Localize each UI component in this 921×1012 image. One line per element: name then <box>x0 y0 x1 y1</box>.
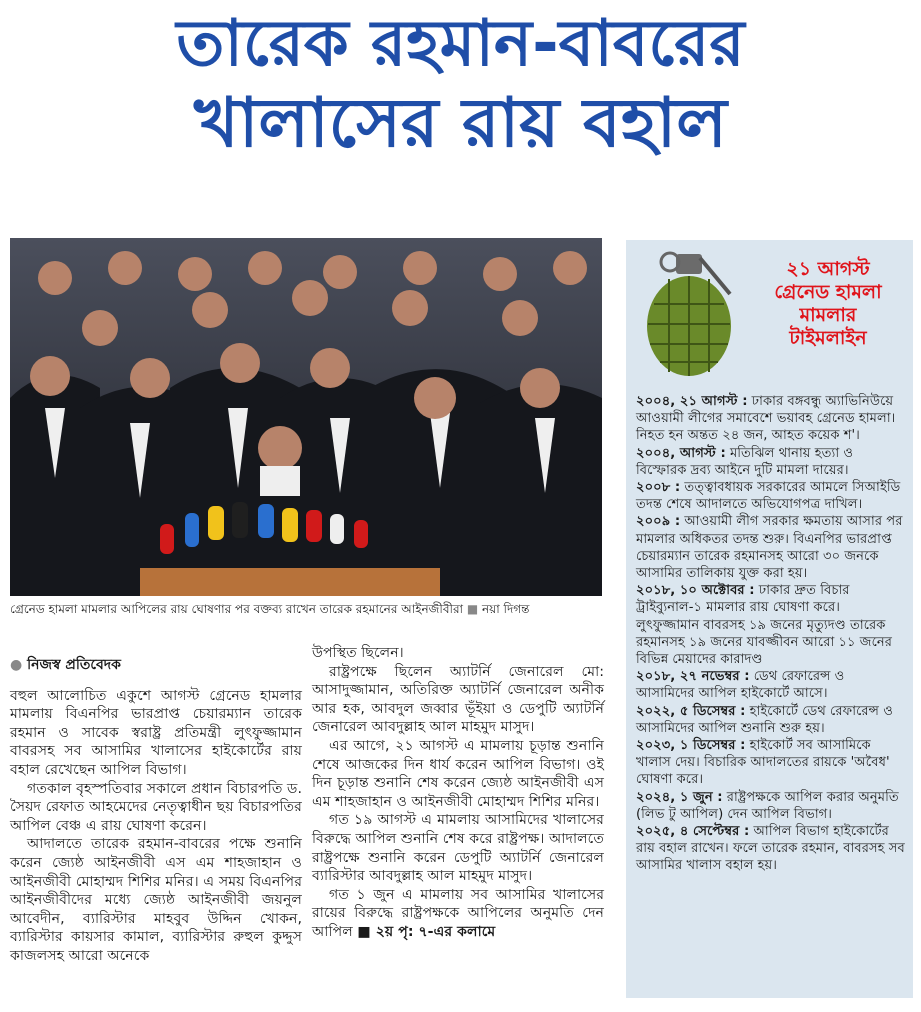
timeline-text: ডেথ রেফারেন্স ও আসামিদের আপিল হাইকোর্টে আসে। <box>636 669 845 702</box>
timeline-date: ২০০৮ : <box>636 480 681 496</box>
sidebar-title-line: ২১ আগস্ট <box>786 258 870 280</box>
timeline-text: রাষ্ট্রপক্ষকে আপিল করার অনুমতি (লিভ টু আপিল) দেন আপিল বিভাগ। <box>636 789 899 822</box>
headline-line-1: তারেক রহমান-বাবরের <box>176 7 745 81</box>
timeline-text: আওয়ামী লীগ সরকার ক্ষমতায় আসার পর মামলার অধিকতর তদন্ত শুরু। বিএনপির ভারপ্রাপ্ত চেয়ারম্যান তারেক রহমানসহ আরো ৩০ জনকে আসামির তালিকায় যুক্ত করা হয়। <box>636 514 903 582</box>
paragraph-last <box>312 886 604 942</box>
timeline-text: ঢাকার দ্রুত বিচার ট্রাইব্যুনাল-১ মামলার রায় ঘোষণা করে। লুৎফুজ্জামান বাবরসহ ১৯ জনের মৃত্যুদণ্ড তারেক রহমানসহ ১৯ জনের যাবজ্জীবন আরো ১১ জনের বিভিন্ন মেয়াদের কারাদণ্ড <box>636 583 893 668</box>
timeline-date: ২০২৪, ১ জুন : <box>636 789 723 805</box>
timeline-list <box>636 393 906 875</box>
paragraph: গতকাল বৃহস্পতিবার সকালে প্রধান বিচারপতি ড. সৈয়দ রেফাত আহমেদের নেতৃত্বাধীন ছয় বিচারপতির আপিল বেঞ্চ এ রায় ঘোষণা করেন। <box>10 780 302 834</box>
timeline-text: হাইকোর্টে ডেথ রেফারেন্স ও আসামিদের আপিল শুনানি শুরু হয়। <box>636 703 893 736</box>
headline-line-2: খালাসের রায় বহাল <box>194 84 727 164</box>
byline-text: নিজস্ব প্রতিবেদক <box>27 657 121 673</box>
timeline-date: ২০২৫, ৪ সেপ্টেম্বর : <box>636 824 750 840</box>
timeline-text: মতিঝিল থানায় হত্যা ও বিস্ফোরক দ্রব্য আইনে দুটি মামলা দায়ের। <box>636 445 854 478</box>
photo-illustration <box>10 238 602 596</box>
sidebar-title-line: টাইমলাইন <box>789 327 867 349</box>
jump-link[interactable]: ২য় পৃ: ৭-এর কলামে <box>375 923 496 940</box>
sidebar-title-line: মামলার <box>799 304 857 326</box>
paragraph: আদালতে তারেক রহমান-বাবরের পক্ষে শুনানি করেন জ্যেষ্ঠ আইনজীবী এস এম শাহজাহান ও আইনজীবী মোহাম্মদ শিশির মনির। এ সময় বিএনপির আইনজীবীদের মধ্যে জ্যেষ্ঠ আইনজীবী জয়নুল আবেদীন, ব্যারিস্টার মাহবুব উদ্দিন খোকন, ব্যারিস্টার কায়সার কামাল, ব্যারিস্টার রুহুল কুদ্দুস কাজলসহ আরো অনেকে <box>10 836 302 964</box>
article-column-1 <box>10 650 302 966</box>
timeline-date: ২০০৪, ২১ আগস্ট : <box>636 394 748 409</box>
timeline-text: হাইকোর্ট সব আসামিকে খালাস দেয়। বিচারিক আদালতের রায়কে 'অবৈধ' ঘোষণা করে। <box>636 738 890 788</box>
continued-marker: ■ <box>357 923 376 940</box>
timeline-item <box>636 737 906 789</box>
timeline-date: ২০২৩, ১ ডিসেম্বর : <box>636 738 746 754</box>
bullet-icon: ● <box>10 657 23 673</box>
timeline-item <box>636 445 906 479</box>
timeline-item <box>636 582 906 668</box>
timeline-item <box>636 789 906 823</box>
article-column-2 <box>312 644 604 942</box>
timeline-item <box>636 513 906 582</box>
timeline-text: আপিল বিভাগ হাইকোর্টের রায় বহাল রাখেন। ফলে তারেক রহমান, বাবরসহ সব আসামির খালাস বহাল হয়। <box>636 824 905 874</box>
timeline-date: ২০০৪, আগস্ট : <box>636 445 726 461</box>
headline <box>0 7 921 164</box>
timeline-date: ২০১৮, ১০ অক্টোবর : <box>636 583 755 599</box>
timeline-date: ২০১৮, ২৭ নভেম্বর : <box>636 669 750 685</box>
timeline-text: তত্ত্বাবধায়ক সরকারের আমলে সিআইডি তদন্ত শেষে আদালতে অভিযোগপত্র দাখিল। <box>636 480 901 513</box>
square-icon: ■ <box>466 602 483 616</box>
paragraph: বহুল আলোচিত একুশে আগস্ট গ্রেনেড হামলার মামলায় বিএনপির ভারপ্রাপ্ত চেয়ারম্যান তারেক রহমান ও সাবেক স্বরাষ্ট্র প্রতিমন্ত্রী লুৎফুজ্জামান বাবরসহ সব আসামির খালাসের হাইকোর্টের রায় বহাল রেখেছেন আপিল বিভাগ। <box>10 687 302 778</box>
timeline-text: ঢাকার বঙ্গবন্ধু অ্যাভিনিউয়ে আওয়ামী লীগের সমাবেশে ভয়াবহ গ্রেনেড হামলা। নিহত হন অন্তত ২৪ জন, আহত কয়েক শ'। <box>636 394 896 444</box>
paragraph: রাষ্ট্রপক্ষে ছিলেন অ্যাটর্নি জেনারেল মো: আসাদুজ্জামান, অতিরিক্ত অ্যাটর্নি জেনারেল অনীক আর হক, আবদুল জব্বার ভূঁইয়া ও ডেপুটি অ্যাটর্নি জেনারেল আবদুল্লাহ আল মাহমুদ মাসুদ। <box>312 663 604 736</box>
sidebar-title-line: গ্রেনেড হামলা <box>774 281 882 303</box>
sidebar-title <box>744 258 912 350</box>
timeline-sidebar <box>626 240 913 998</box>
paragraph-last-text: গত ১ জুন এ মামলায় সব আসামির খালাসের রায়ের বিরুদ্ধে রাষ্ট্রপক্ষকে আপিলের অনুমতি দেন আপিল <box>312 886 604 940</box>
timeline-item <box>636 823 906 875</box>
photo-credit: নয়া দিগন্ত <box>482 602 530 616</box>
paragraph: এর আগে, ২১ আগস্ট এ মামলায় চূড়ান্ত শুনানি শেষে আজকের দিন ধার্য করেন আপিল বিভাগ। ওই দিন চূড়ান্ত শুনানি শেষ করেন জ্যেষ্ঠ আইনজীবী এস এম শাহজাহান ও আইনজীবী মোহাম্মদ শিশির মনির। <box>312 737 604 810</box>
timeline-item <box>636 703 906 737</box>
paragraph: উপস্থিত ছিলেন। <box>312 645 404 661</box>
caption-text: গ্রেনেড হামলা মামলার আপিলের রায় ঘোষণার পর বক্তব্য রাখেন তারেক রহমানের আইনজীবীরা <box>10 602 464 616</box>
grenade-icon <box>634 244 744 388</box>
byline <box>10 656 302 675</box>
timeline-item <box>636 393 906 445</box>
photo-caption <box>10 601 610 621</box>
timeline-item <box>636 668 906 702</box>
timeline-date: ২০০৯ : <box>636 514 681 530</box>
timeline-item <box>636 479 906 513</box>
timeline-date: ২০২২, ৫ ডিসেম্বর : <box>636 703 746 719</box>
press-photo <box>10 238 602 596</box>
paragraph: গত ১৯ আগস্ট এ মামলায় আসামিদের খালাসের বিরুদ্ধে আপিল শুনানি শেষ করে রাষ্ট্রপক্ষ। আদালতে রাষ্ট্রপক্ষে শুনানি করেন ডেপুটি অ্যাটর্নি জেনারেল ব্যারিস্টার আবদুল্লাহ আল মাহমুদ মাসুদ। <box>312 812 604 885</box>
